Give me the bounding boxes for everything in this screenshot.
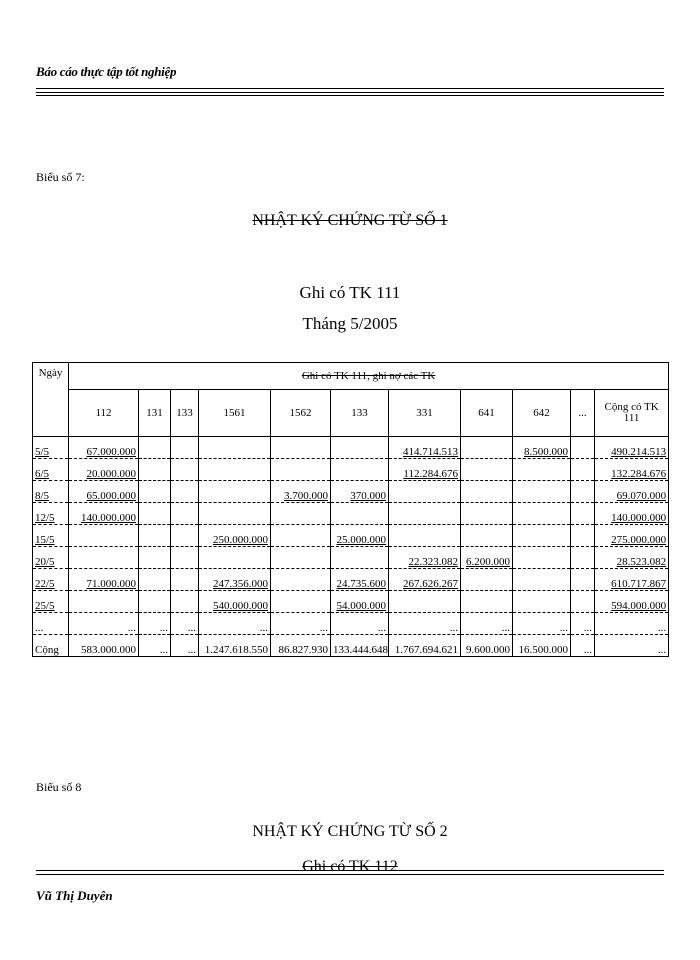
- amount-cell: [199, 569, 271, 591]
- column-header: 641: [461, 390, 513, 437]
- column-header: 133: [171, 390, 199, 437]
- date-value: 12/5: [35, 512, 55, 524]
- amount-value: ...: [583, 622, 592, 634]
- amount-cell: [69, 503, 139, 525]
- amount-value: ...: [187, 622, 196, 634]
- table-row: [33, 613, 669, 635]
- amount-value: 22.323.082: [408, 556, 458, 568]
- amount-cell: [571, 459, 595, 481]
- amount-cell: [171, 525, 199, 547]
- amount-cell: [389, 591, 461, 613]
- table-row: [33, 459, 669, 481]
- amount-cell: [331, 503, 389, 525]
- amount-cell: [139, 525, 171, 547]
- amount-value: 414.714.513: [403, 446, 458, 458]
- amount-cell: [171, 437, 199, 459]
- amount-cell: [271, 525, 331, 547]
- amount-value: 28.523.082: [616, 556, 667, 568]
- amount-cell: [389, 635, 461, 657]
- amount-cell: [171, 613, 199, 635]
- table-row: [33, 525, 669, 547]
- amount-value: ...: [159, 644, 168, 656]
- column-header: 642: [513, 390, 571, 437]
- amount-cell: [199, 525, 271, 547]
- amount-cell: [461, 481, 513, 503]
- amount-value: ...: [377, 622, 386, 634]
- date-value: 20/5: [35, 556, 55, 568]
- amount-cell: [69, 525, 139, 547]
- amount-cell: [199, 613, 271, 635]
- amount-cell: [461, 525, 513, 547]
- date-cell: [33, 525, 69, 547]
- amount-cell: [461, 437, 513, 459]
- amount-cell: [389, 503, 461, 525]
- column-header: 112: [69, 390, 139, 437]
- amount-cell: [595, 525, 669, 547]
- amount-cell: [199, 547, 271, 569]
- group-column-header: Ghi có TK 111, ghi nợ các TK: [69, 363, 669, 390]
- column-header: 1562: [271, 390, 331, 437]
- amount-cell: [271, 481, 331, 503]
- amount-value: 133.444.648: [333, 644, 388, 656]
- amount-cell: [139, 635, 171, 657]
- date-value: 8/5: [35, 490, 50, 502]
- column-header: Cộng có TK 111: [595, 390, 669, 437]
- amount-value: 275.000.000: [611, 534, 667, 546]
- amount-cell: [139, 481, 171, 503]
- amount-cell: [139, 459, 171, 481]
- amount-cell: [171, 547, 199, 569]
- amount-value: 267.626.267: [403, 578, 458, 590]
- amount-cell: [199, 437, 271, 459]
- amount-cell: [139, 437, 171, 459]
- amount-cell: [513, 591, 571, 613]
- amount-cell: [513, 437, 571, 459]
- amount-value: 20.000.000: [86, 468, 136, 480]
- date-cell: [33, 503, 69, 525]
- journal-title-1: NHẬT KÝ CHỨNG TỪ SỐ 1: [252, 212, 448, 229]
- amount-cell: [571, 525, 595, 547]
- header-rule: [36, 92, 664, 93]
- amount-value: ...: [657, 622, 667, 634]
- amount-value: 583.000.000: [81, 644, 136, 656]
- amount-cell: [513, 635, 571, 657]
- amount-cell: [271, 569, 331, 591]
- amount-value: 610.717.867: [611, 578, 667, 590]
- amount-value: ...: [559, 622, 568, 634]
- journal-table: [32, 362, 669, 657]
- amount-cell: [271, 547, 331, 569]
- amount-cell: [331, 635, 389, 657]
- amount-cell: [331, 547, 389, 569]
- amount-cell: [461, 547, 513, 569]
- date-value: 6/5: [35, 468, 50, 480]
- amount-cell: [331, 613, 389, 635]
- amount-cell: [69, 635, 139, 657]
- amount-cell: [513, 547, 571, 569]
- table-row: [33, 503, 669, 525]
- amount-cell: [513, 503, 571, 525]
- amount-cell: [595, 437, 669, 459]
- amount-value: 132.284.676: [611, 468, 667, 480]
- amount-cell: [595, 591, 669, 613]
- amount-cell: [69, 569, 139, 591]
- amount-value: 67.000.000: [86, 446, 136, 458]
- amount-value: 65.000.000: [86, 490, 136, 502]
- amount-cell: [271, 635, 331, 657]
- date-value: ...: [35, 622, 44, 634]
- amount-value: 86.827.930: [278, 644, 328, 656]
- amount-cell: [389, 569, 461, 591]
- amount-cell: [69, 613, 139, 635]
- amount-cell: [271, 503, 331, 525]
- column-header: 131: [139, 390, 171, 437]
- amount-value: ...: [583, 644, 592, 656]
- amount-value: 8.500.000: [524, 446, 568, 458]
- column-header: 331: [389, 390, 461, 437]
- form-number-7: Biểu số 7:: [36, 170, 85, 184]
- amount-cell: [595, 503, 669, 525]
- amount-cell: [389, 525, 461, 547]
- amount-cell: [513, 481, 571, 503]
- amount-cell: [513, 613, 571, 635]
- header-rule: [36, 88, 664, 89]
- amount-value: 71.000.000: [86, 578, 136, 590]
- footer-rule: [36, 874, 664, 875]
- date-cell: [33, 613, 69, 635]
- amount-cell: [171, 481, 199, 503]
- amount-cell: [331, 481, 389, 503]
- amount-cell: [69, 481, 139, 503]
- amount-cell: [461, 635, 513, 657]
- journal-subtitle-1: Ghi có TK 111: [299, 283, 401, 302]
- amount-cell: [513, 525, 571, 547]
- amount-cell: [389, 437, 461, 459]
- amount-cell: [461, 459, 513, 481]
- amount-cell: [199, 481, 271, 503]
- amount-value: 250.000.000: [213, 534, 268, 546]
- author-name: Vũ Thị Duyên: [36, 888, 113, 903]
- amount-cell: [69, 547, 139, 569]
- table-row: [33, 547, 669, 569]
- date-cell: [33, 481, 69, 503]
- amount-value: 54.000.000: [336, 600, 386, 612]
- date-cell: [33, 635, 69, 657]
- footer-rule: [36, 870, 664, 871]
- table-row: [33, 481, 669, 503]
- amount-value: 69.070.000: [616, 490, 667, 502]
- amount-cell: [571, 613, 595, 635]
- amount-value: ...: [449, 622, 458, 634]
- amount-value: 3.700.000: [284, 490, 328, 502]
- amount-cell: [139, 503, 171, 525]
- amount-cell: [595, 459, 669, 481]
- journal-title-2: NHẬT KÝ CHỨNG TỪ SỐ 2: [252, 823, 448, 840]
- amount-cell: [571, 503, 595, 525]
- amount-cell: [461, 503, 513, 525]
- amount-cell: [461, 569, 513, 591]
- amount-value: 9.600.000: [466, 644, 510, 656]
- amount-cell: [171, 503, 199, 525]
- amount-cell: [461, 591, 513, 613]
- amount-cell: [389, 613, 461, 635]
- amount-cell: [389, 481, 461, 503]
- amount-value: ...: [657, 644, 667, 656]
- amount-value: 140.000.000: [611, 512, 667, 524]
- amount-cell: [139, 591, 171, 613]
- amount-cell: [139, 547, 171, 569]
- amount-value: ...: [159, 622, 168, 634]
- amount-value: 140.000.000: [81, 512, 136, 524]
- amount-value: 1.767.694.621: [394, 644, 458, 656]
- amount-value: 112.284.676: [403, 468, 458, 480]
- amount-cell: [571, 591, 595, 613]
- amount-cell: [571, 547, 595, 569]
- amount-value: ...: [259, 622, 268, 634]
- amount-cell: [69, 437, 139, 459]
- amount-value: ...: [127, 622, 136, 634]
- amount-value: ...: [187, 644, 196, 656]
- amount-cell: [139, 613, 171, 635]
- column-header: ...: [571, 390, 595, 437]
- amount-cell: [595, 613, 669, 635]
- amount-value: ...: [319, 622, 328, 634]
- date-value: 25/5: [35, 600, 55, 612]
- date-cell: [33, 459, 69, 481]
- form-number-8: Biểu số 8: [36, 780, 82, 794]
- journal-subtitle-2: Ghi có TK 112: [302, 858, 398, 875]
- amount-value: 490.214.513: [611, 446, 667, 458]
- amount-value: 6.200.000: [466, 556, 510, 568]
- amount-cell: [171, 591, 199, 613]
- amount-value: 247.356.000: [213, 578, 268, 590]
- amount-cell: [139, 569, 171, 591]
- date-column-header: Ngày: [33, 363, 69, 437]
- amount-cell: [331, 525, 389, 547]
- amount-cell: [571, 481, 595, 503]
- date-value: 5/5: [35, 446, 50, 458]
- amount-cell: [331, 569, 389, 591]
- amount-cell: [69, 591, 139, 613]
- amount-value: 24.735.600: [336, 578, 386, 590]
- amount-cell: [571, 569, 595, 591]
- date-value: Cộng: [35, 644, 59, 656]
- amount-cell: [271, 437, 331, 459]
- amount-cell: [199, 591, 271, 613]
- date-cell: [33, 569, 69, 591]
- amount-cell: [171, 635, 199, 657]
- amount-cell: [513, 569, 571, 591]
- date-cell: [33, 591, 69, 613]
- header-rule: [36, 95, 664, 96]
- amount-cell: [171, 459, 199, 481]
- amount-value: 540.000.000: [213, 600, 268, 612]
- table-row: [33, 635, 669, 657]
- amount-value: 370.000: [350, 490, 386, 502]
- date-value: 22/5: [35, 578, 55, 590]
- amount-cell: [595, 481, 669, 503]
- amount-cell: [331, 591, 389, 613]
- amount-cell: [271, 459, 331, 481]
- date-cell: [33, 547, 69, 569]
- amount-value: 594.000.000: [611, 600, 667, 612]
- amount-cell: [595, 547, 669, 569]
- amount-cell: [571, 437, 595, 459]
- amount-value: 1.247.618.550: [204, 644, 268, 656]
- amount-cell: [595, 635, 669, 657]
- amount-cell: [571, 635, 595, 657]
- amount-value: ...: [501, 622, 510, 634]
- report-header-title: Báo cáo thực tập tốt nghiệp: [36, 64, 177, 79]
- amount-cell: [331, 459, 389, 481]
- amount-cell: [513, 459, 571, 481]
- amount-cell: [69, 459, 139, 481]
- amount-cell: [271, 591, 331, 613]
- date-value: 15/5: [35, 534, 55, 546]
- table-row: [33, 437, 669, 459]
- column-header: 1561: [199, 390, 271, 437]
- amount-cell: [199, 459, 271, 481]
- amount-cell: [331, 437, 389, 459]
- amount-cell: [595, 569, 669, 591]
- amount-value: 16.500.000: [518, 644, 568, 656]
- amount-cell: [199, 503, 271, 525]
- table-row: [33, 569, 669, 591]
- column-header: 133: [331, 390, 389, 437]
- amount-value: 25.000.000: [336, 534, 386, 546]
- date-cell: [33, 437, 69, 459]
- table-row: [33, 591, 669, 613]
- amount-cell: [461, 613, 513, 635]
- amount-cell: [389, 547, 461, 569]
- amount-cell: [199, 635, 271, 657]
- amount-cell: [171, 569, 199, 591]
- journal-period: Tháng 5/2005: [302, 314, 398, 333]
- amount-cell: [271, 613, 331, 635]
- amount-cell: [389, 459, 461, 481]
